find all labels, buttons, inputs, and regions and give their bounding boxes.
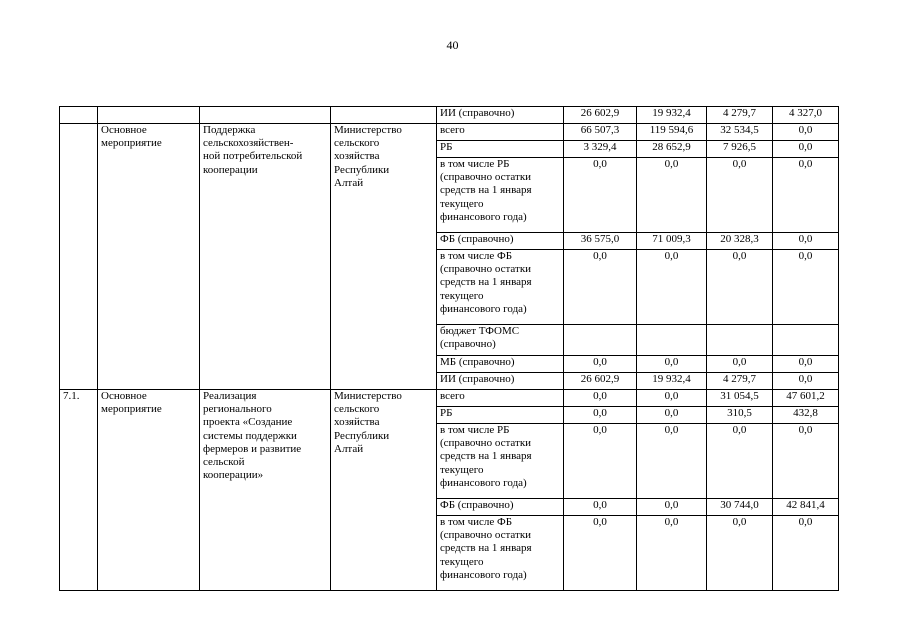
value-cell: 30 744,0	[707, 499, 773, 516]
event-type-cell: Основное мероприятие	[98, 390, 200, 591]
value-cell: 0,0	[637, 158, 707, 233]
budget-table	[59, 106, 839, 591]
executor-cell: Министерство сельского хозяйства Республики Алтай	[331, 390, 437, 591]
value-cell: 0,0	[773, 158, 839, 233]
source-cell: ИИ (справочно)	[437, 107, 564, 124]
table-row	[60, 107, 839, 124]
event-title-cell: Реализация регионального проекта «Создание системы поддержки фермеров и развитие сельской кооперации»	[200, 390, 331, 591]
source-cell: РБ	[437, 141, 564, 158]
source-cell: МБ (справочно)	[437, 356, 564, 373]
row-number-cell	[60, 107, 98, 124]
table-row	[60, 390, 839, 407]
value-cell: 0,0	[707, 250, 773, 325]
value-cell	[707, 325, 773, 356]
executor-cell: Министерство сельского хозяйства Республики Алтай	[331, 124, 437, 390]
value-cell: 36 575,0	[564, 233, 637, 250]
value-cell: 26 602,9	[564, 373, 637, 390]
value-cell	[637, 325, 707, 356]
value-cell: 19 932,4	[637, 107, 707, 124]
source-cell: ИИ (справочно)	[437, 373, 564, 390]
value-cell: 4 279,7	[707, 107, 773, 124]
value-cell: 0,0	[637, 250, 707, 325]
value-cell: 28 652,9	[637, 141, 707, 158]
value-cell: 42 841,4	[773, 499, 839, 516]
event-title-cell	[200, 107, 331, 124]
value-cell: 0,0	[564, 516, 637, 591]
value-cell: 0,0	[773, 373, 839, 390]
value-cell: 4 279,7	[707, 373, 773, 390]
value-cell: 3 329,4	[564, 141, 637, 158]
value-cell: 0,0	[564, 390, 637, 407]
value-cell: 0,0	[637, 499, 707, 516]
value-cell: 19 932,4	[637, 373, 707, 390]
value-cell: 0,0	[637, 356, 707, 373]
source-cell: в том числе РБ (справочно остатки средств на 1 января текущего финансового года)	[437, 158, 564, 233]
value-cell: 310,5	[707, 407, 773, 424]
value-cell: 20 328,3	[707, 233, 773, 250]
executor-cell	[331, 107, 437, 124]
value-cell: 0,0	[707, 158, 773, 233]
value-cell: 0,0	[564, 499, 637, 516]
value-cell: 0,0	[773, 124, 839, 141]
value-cell: 0,0	[773, 516, 839, 591]
value-cell: 0,0	[637, 390, 707, 407]
source-cell: бюджет ТФОМС (справочно)	[437, 325, 564, 356]
row-number-cell	[60, 124, 98, 390]
value-cell: 0,0	[773, 250, 839, 325]
value-cell: 31 054,5	[707, 390, 773, 407]
source-cell: всего	[437, 124, 564, 141]
value-cell: 0,0	[773, 233, 839, 250]
table-row	[60, 124, 839, 141]
source-cell: РБ	[437, 407, 564, 424]
value-cell: 0,0	[707, 356, 773, 373]
value-cell: 7 926,5	[707, 141, 773, 158]
value-cell: 0,0	[564, 158, 637, 233]
value-cell: 0,0	[564, 424, 637, 499]
value-cell: 0,0	[564, 407, 637, 424]
value-cell: 0,0	[773, 424, 839, 499]
value-cell: 26 602,9	[564, 107, 637, 124]
source-cell: ФБ (справочно)	[437, 233, 564, 250]
value-cell: 432,8	[773, 407, 839, 424]
source-cell: ФБ (справочно)	[437, 499, 564, 516]
source-cell: в том числе РБ (справочно остатки средств на 1 января текущего финансового года)	[437, 424, 564, 499]
row-number-cell: 7.1.	[60, 390, 98, 591]
value-cell: 66 507,3	[564, 124, 637, 141]
value-cell: 71 009,3	[637, 233, 707, 250]
event-title-cell: Поддержка сельскохозяйствен- ной потребительской кооперации	[200, 124, 331, 390]
event-type-cell: Основное мероприятие	[98, 124, 200, 390]
value-cell: 0,0	[773, 141, 839, 158]
value-cell: 0,0	[707, 516, 773, 591]
value-cell: 0,0	[707, 424, 773, 499]
value-cell: 0,0	[773, 356, 839, 373]
event-type-cell	[98, 107, 200, 124]
value-cell: 0,0	[564, 250, 637, 325]
value-cell: 0,0	[564, 356, 637, 373]
source-cell: в том числе ФБ (справочно остатки средств на 1 января текущего финансового года)	[437, 250, 564, 325]
value-cell: 0,0	[637, 516, 707, 591]
value-cell	[773, 325, 839, 356]
value-cell: 47 601,2	[773, 390, 839, 407]
value-cell: 4 327,0	[773, 107, 839, 124]
value-cell: 119 594,6	[637, 124, 707, 141]
page-number: 40	[446, 38, 459, 52]
value-cell: 0,0	[637, 424, 707, 499]
value-cell: 0,0	[637, 407, 707, 424]
value-cell	[564, 325, 637, 356]
value-cell: 32 534,5	[707, 124, 773, 141]
source-cell: всего	[437, 390, 564, 407]
source-cell: в том числе ФБ (справочно остатки средств на 1 января текущего финансового года)	[437, 516, 564, 591]
